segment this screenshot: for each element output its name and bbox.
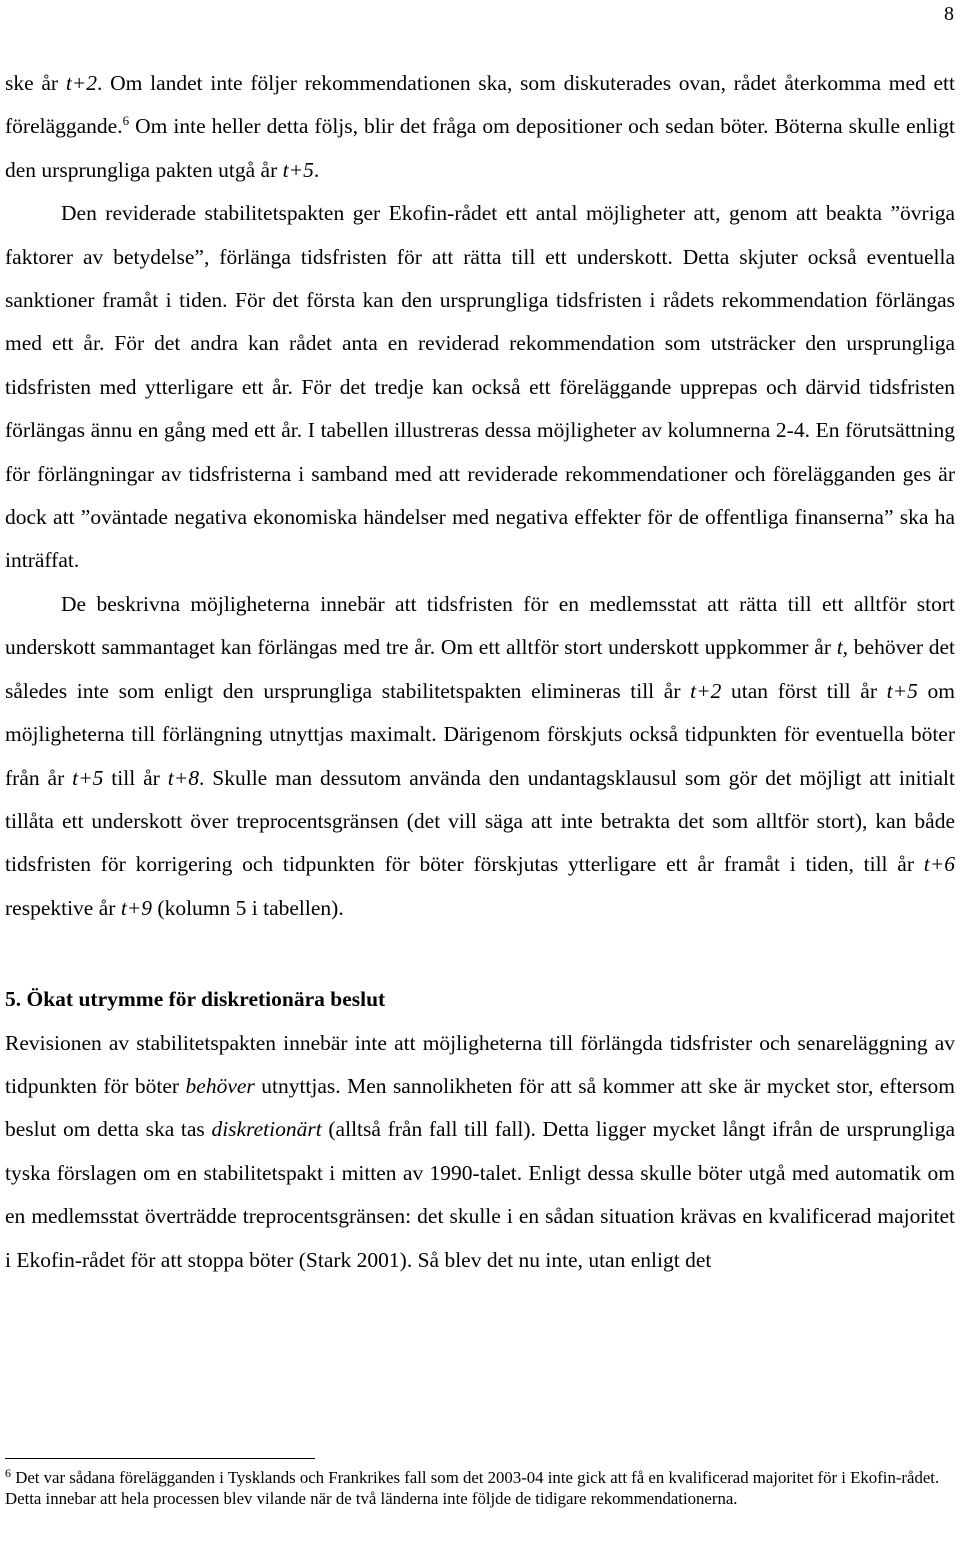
text-run: utan först till år xyxy=(721,678,887,703)
text-run: . xyxy=(313,157,320,182)
italic-term: t+5 xyxy=(886,678,918,703)
italic-term: t+9 xyxy=(120,895,153,920)
italic-term: t+5 xyxy=(282,157,314,182)
italic-term: behöver xyxy=(185,1073,255,1098)
section-heading: 5. Ökat utrymme för diskretionära beslut xyxy=(5,987,386,1012)
text-run: Revisionen av stabilitetspakten innebär inte att möjligheterna till förlängda tidsfrister och senareläggning av tidpunkten för böter xyxy=(5,1030,955,1098)
text-run: . Skulle man dessutom använda den undantagsklausul som gör det möjligt att initialt tillåta ett underskott över treprocentsgränsen (det vill säga att inte betrakta det som alltför stort), kan både tidsfristen för korrigering och tidpunkten för böter förskjutas ytterligare ett år framåt i tiden, till år xyxy=(5,765,955,877)
paragraph-discretionary xyxy=(5,1022,955,1282)
italic-term: diskretionärt xyxy=(211,1117,322,1142)
italic-term: t+6 xyxy=(923,852,955,877)
page-number: 8 xyxy=(944,3,954,25)
paragraph-revised-pact xyxy=(5,192,955,583)
italic-term: t+8 xyxy=(167,765,199,790)
italic-term: t+2 xyxy=(65,71,98,95)
text-run: utnyttjas. Men sannolikheten för att så kommer att ske är mycket stor, eftersom beslut om detta ska tas xyxy=(5,1073,955,1142)
text-run: (alltså från fall till fall). Detta ligger mycket långt ifrån de ursprungliga tyska förslagen om en stabilitetspakt i mitten av 1990-talet. Enligt dessa skulle böter utgå med automatik om en medlemsstat överträdde treprocentsgränsen: det skulle i en sådan situation krävas en kvalificerad majoritet i Ekofin-rådet för att stoppa böter (Stark 2001). Så blev det nu inte, utan enligt det xyxy=(5,1117,956,1272)
footnote-text: Det var sådana förelägganden i Tysklands och Frankrikes fall som det 2003-04 inte gick att få en kvalificerad majoritet för i Ekofin-rådet. Detta innebar att hela processen blev vilande när de två länderna inte följde de tidigare rekommendationerna. xyxy=(5,1468,940,1508)
footnote-divider xyxy=(5,1458,315,1459)
paragraph-continuation xyxy=(5,62,955,192)
italic-term: t+5 xyxy=(72,765,104,790)
text-run: ske år xyxy=(5,71,66,95)
footnote-reference[interactable]: 6 xyxy=(122,113,130,129)
text-run: Den reviderade stabilitetspakten ger Ekofin-rådet ett antal möjligheter att, genom att beakta ”övriga faktorer av betydelse”, förlänga tidsfristen för att rätta till ett underskott. Detta skjuter också eventuella sanktioner framåt i tiden. För det första kan den ursprungliga tidsfristen i rådets rekommendation förlängas med ett år. För det andra kan rådet anta en reviderad rekommendation som utsträcker den ursprungliga tidsfristen med ytterligare ett år. För det tredje kan också ett föreläggande upprepas och därvid tidsfristen förlängas ännu en gång med ett år. I tabellen illustreras dessa möjligheter av kolumnerna 2-4. En förutsättning för förlängningar av tidsfristerna i samband med att reviderade rekommendationer och förelägganden ges är dock att ”oväntade negativa ekonomiska händelser med negativa effekter för de offentliga finanserna” ska ha inträffat. xyxy=(5,201,955,573)
text-run: (kolumn 5 i tabellen). xyxy=(152,895,344,920)
text-run: De beskrivna möjligheterna innebär att tidsfristen för en medlemsstat att rätta till ett alltför stort underskott sammantaget kan förlängas med tre år. Om ett alltför stort underskott uppkommer år xyxy=(5,591,955,660)
text-run: till år xyxy=(103,765,168,790)
paragraph-possibilities xyxy=(5,583,955,930)
footnote xyxy=(5,1467,955,1509)
text-run: respektive år xyxy=(5,895,121,920)
text-run: Om inte heller detta följs, blir det fråga om depositioner och sedan böter. Böterna skulle enligt den ursprungliga pakten utgå år xyxy=(5,114,955,182)
text-run: om möjligheterna till förlängning utnyttjas maximalt. Därigenom förskjuts också tidpunkten för eventuella böter från år xyxy=(5,678,955,790)
page-body xyxy=(5,62,955,1282)
italic-term: t+2 xyxy=(690,678,722,703)
footnote-marker: 6 xyxy=(5,1466,11,1480)
italic-term: t, xyxy=(836,635,849,660)
text-run: . Om landet inte följer rekommendationen ska, som diskuterades ovan, rådet återkomma med ett föreläggande. xyxy=(5,71,956,139)
text-run: behöver det således inte som enligt den ursprungliga stabilitetspakten elimineras till år xyxy=(5,635,956,703)
